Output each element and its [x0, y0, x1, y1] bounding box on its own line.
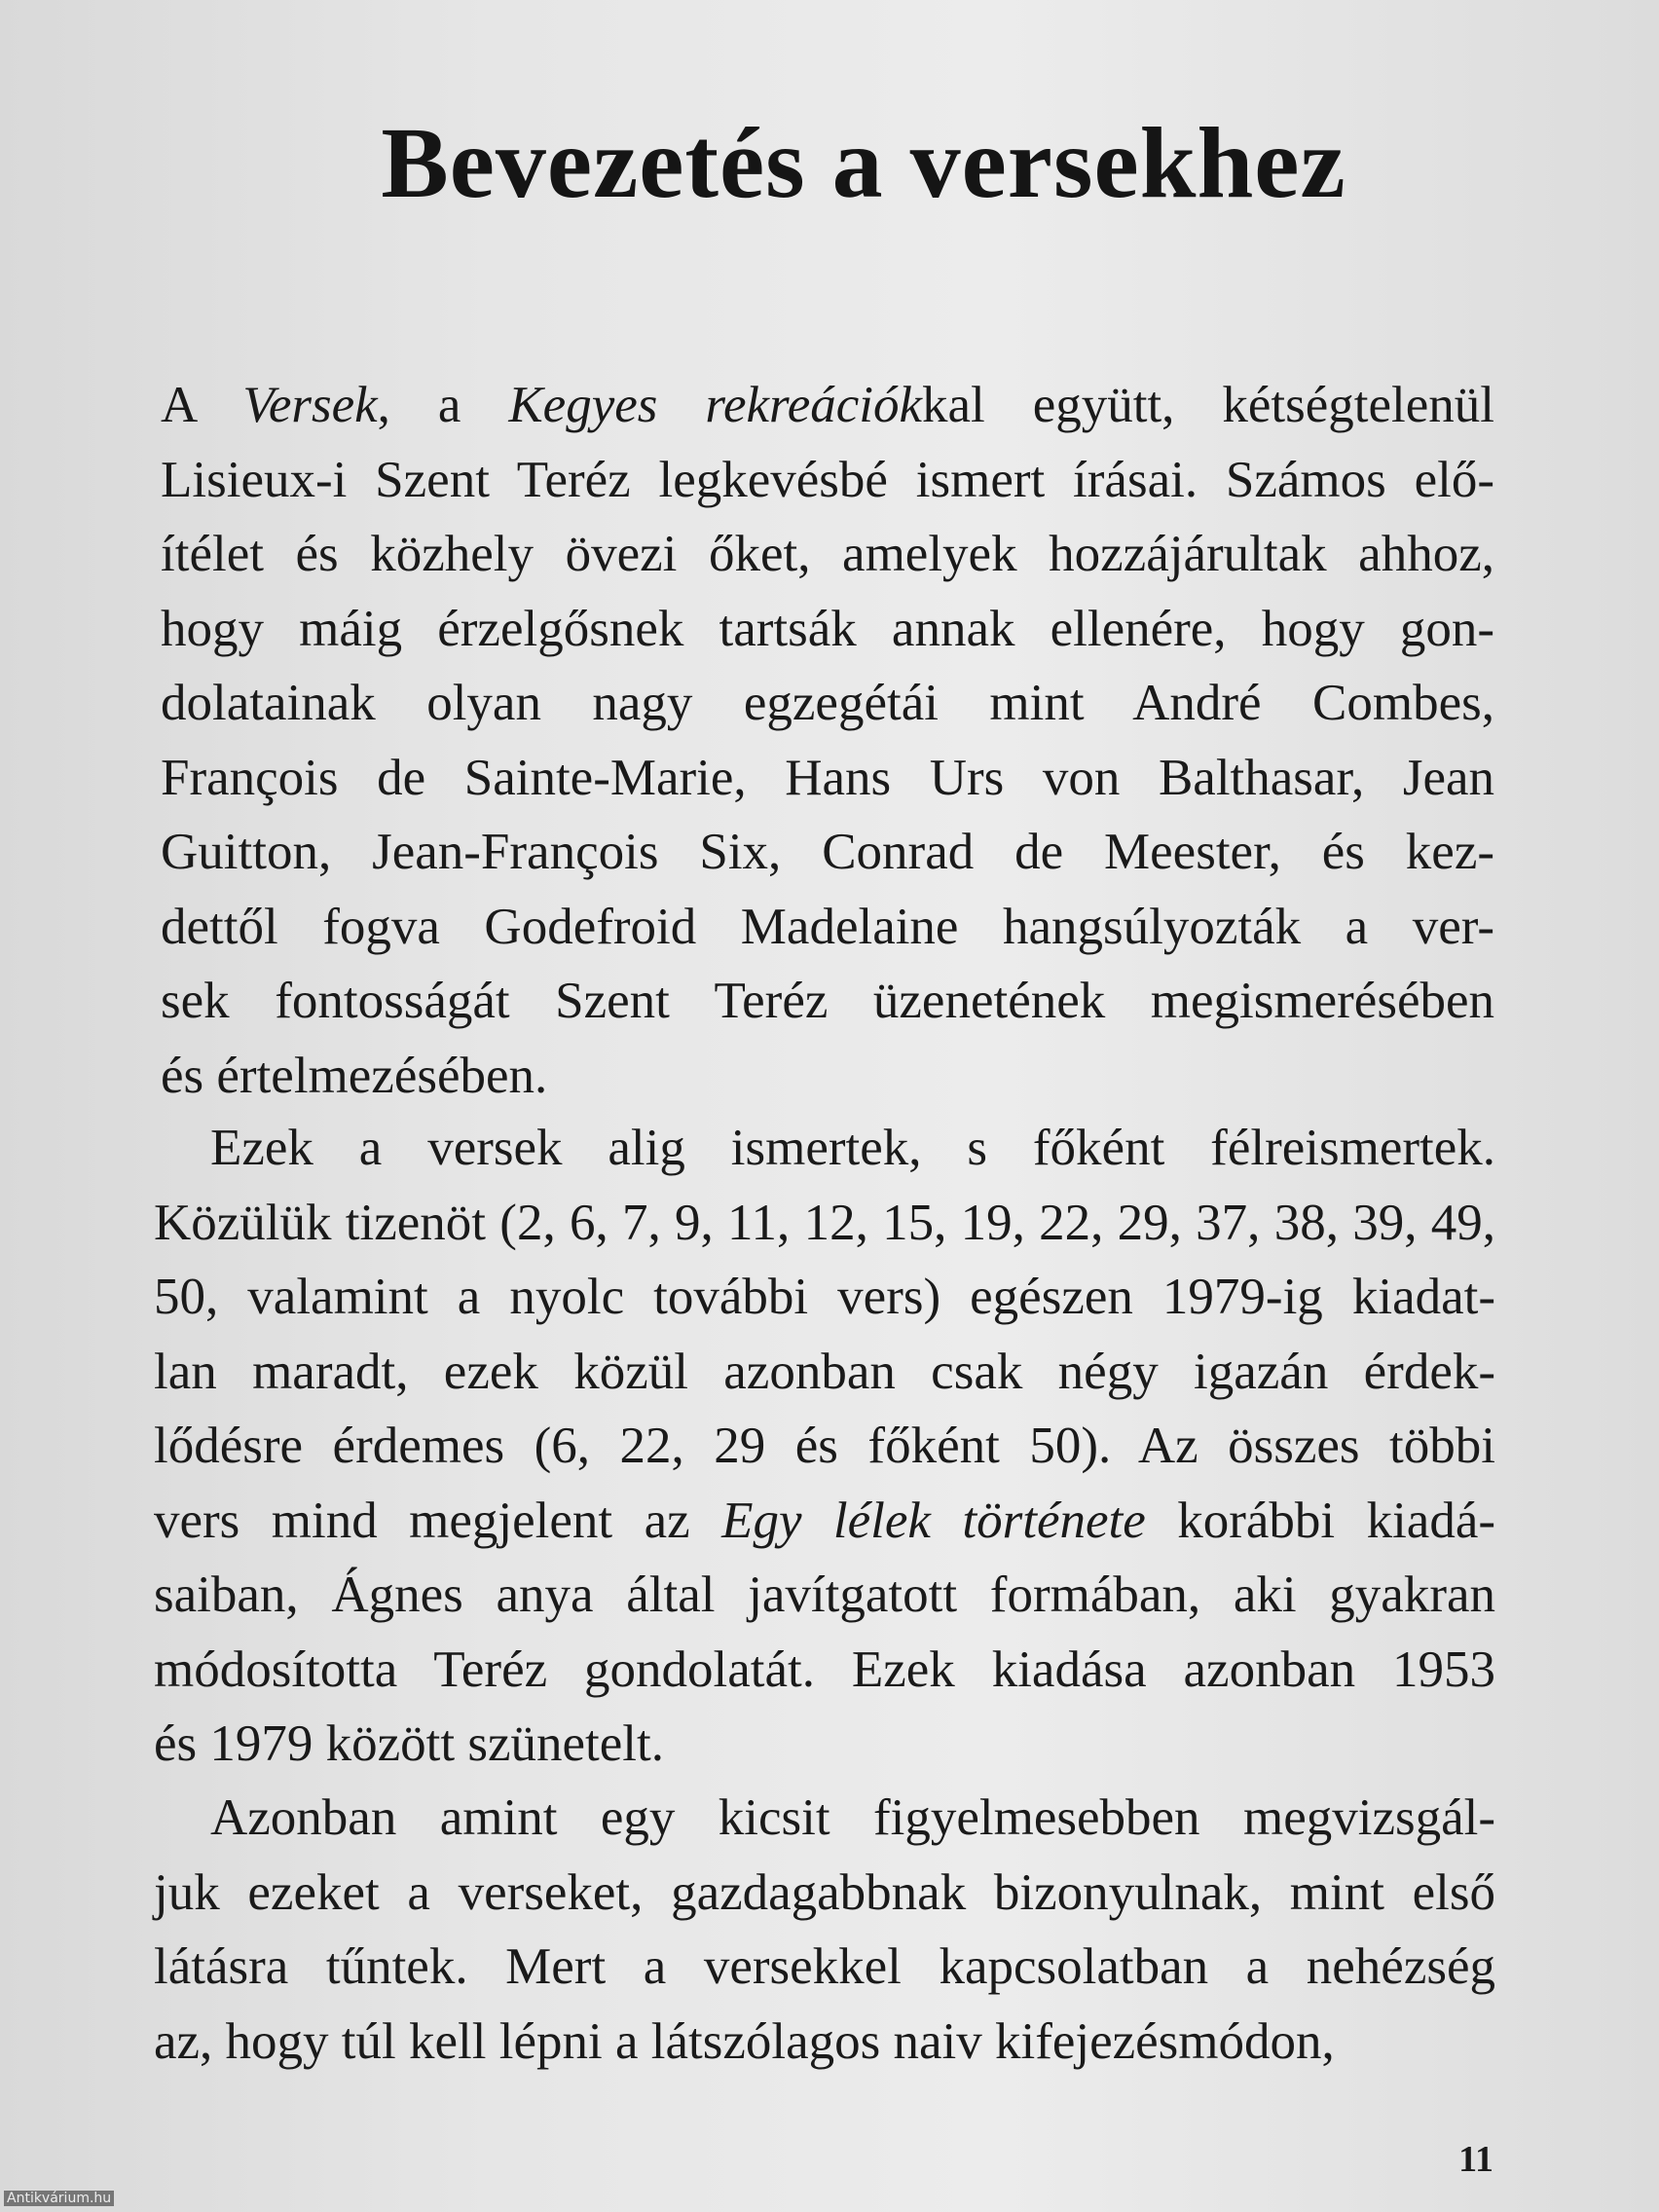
text-line: dettől fogva Godefroid Madelaine hangsúlyozták a ver- [161, 898, 1494, 955]
text-line: az, hogy túl kell lépni a látszólagos naiv kifejezésmódon, [154, 2012, 1335, 2070]
text-line: vers mind megjelent az Egy lélek története korábbi kiadá- [154, 1492, 1496, 1549]
text-line: látásra tűntek. Mert a versekkel kapcsolatban a nehézség [154, 1938, 1495, 1995]
text-line: A Versek, a Kegyes rekreációkkal együtt, kétségtelenül [161, 377, 1494, 433]
text-line: Guitton, Jean-François Six, Conrad de Meester, és kez- [161, 824, 1494, 880]
text-line: Ezek a versek alig ismertek, s főként félreismertek. [210, 1120, 1495, 1176]
text-line: juk ezeket a verseket, gazdagabbnak bizonyulnak, mint első [154, 1863, 1495, 1921]
paragraph-2 [154, 1111, 1495, 1782]
text-line: François de Sainte-Marie, Hans Urs von Balthasar, Jean [161, 749, 1494, 806]
text-line: 50, valamint a nyolc további vers) egészen 1979-ig kiadat- [154, 1269, 1495, 1325]
italic-title: Egy lélek története [721, 1492, 1146, 1549]
text-line: Közülük tizenöt (2, 6, 7, 9, 11, 12, 15, 19, 22, 29, 37, 38, 39, 49, [154, 1194, 1495, 1251]
text-line: Azonban amint egy kicsit figyelmesebben megvizsgál- [210, 1789, 1495, 1846]
text-line: lan maradt, ezek közül azonban csak négy igazán érdek- [154, 1343, 1495, 1400]
paragraph-3 [154, 1781, 1495, 2079]
italic-title: Versek [242, 377, 378, 433]
watermark: Antikvárium.hu [4, 2191, 114, 2206]
text-line: és 1979 között szünetelt. [154, 1715, 664, 1772]
page-number: 11 [1458, 2139, 1493, 2180]
text-line: ítélet és közhely övezi őket, amelyek hozzájárultak ahhoz, [161, 526, 1494, 582]
text-line: hogy máig érzelgősnek tartsák annak ellenére, hogy gon- [161, 600, 1494, 657]
chapter-title: Bevezetés a versekhez [381, 107, 1346, 219]
text-line: lődésre érdemes (6, 22, 29 és főként 50). Az összes többi [154, 1418, 1495, 1474]
text-line: saiban, Ágnes anya által javítgatott formában, aki gyakran [154, 1567, 1495, 1623]
text-line: és értelmezésében. [161, 1047, 548, 1104]
italic-title: Kegyes rekreációk [508, 377, 922, 433]
text-line: dolatainak olyan nagy egzegétái mint André Combes, [161, 675, 1494, 731]
text-line: módosította Teréz gondolatát. Ezek kiadása azonban 1953 [154, 1641, 1495, 1698]
paragraph-1 [161, 368, 1494, 1113]
text-line: Lisieux-i Szent Teréz legkevésbé ismert írásai. Számos elő- [161, 451, 1494, 508]
text-line: sek fontosságát Szent Teréz üzenetének megismerésében [161, 973, 1494, 1029]
